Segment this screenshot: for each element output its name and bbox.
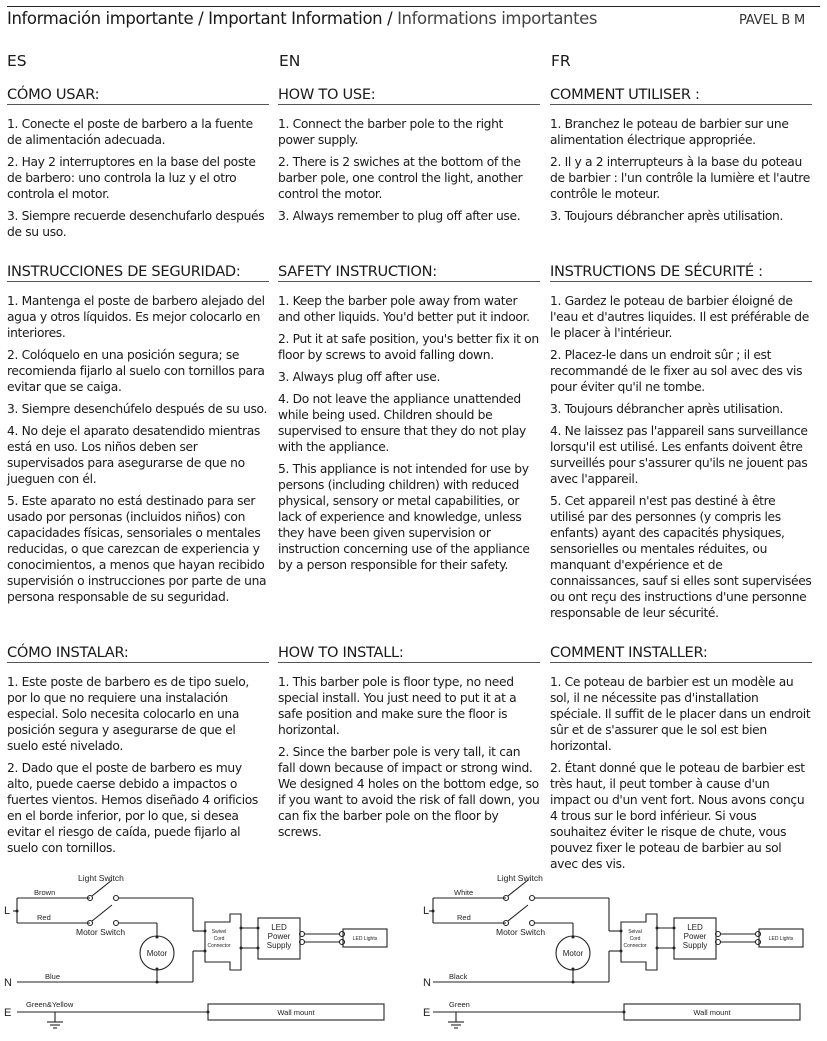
brand-name: PAVEL B M	[738, 13, 805, 28]
list-item: 2. Hay 2 interruptores en la base del poste de barbero: uno controla la luz y el otro controla el motor.	[7, 155, 256, 201]
list-item: 1. Mantenga el poste de barbero alejado del agua y otros líquidos. Es mejor colocarlo en interiores.	[7, 294, 265, 340]
neutral-label: N	[4, 977, 12, 989]
psu-label-2: Power	[267, 932, 291, 941]
earth-label: E	[4, 1007, 12, 1019]
section-how-to-use	[7, 86, 269, 246]
section-how-to-use	[550, 86, 812, 230]
list-item: 1. Conecte el poste de barbero a la fuente de alimentación adecuada.	[7, 117, 253, 147]
section-heading: INSTRUCTIONS DE SÉCURITÉ :	[550, 263, 812, 282]
list-item: 2. Placez-le dans un endroit sûr ; il est recommandé de le fixer au sol avec des vis pour éviter qu'il ne tombe.	[550, 348, 803, 394]
section-heading: SAFETY INSTRUCTION:	[278, 263, 540, 282]
wire-motor-label: Red	[457, 913, 471, 922]
psu-label-1: LED	[687, 923, 703, 932]
list-item: 3. Always plug off after use.	[278, 370, 441, 384]
lang-label-es: ES	[7, 52, 27, 70]
section-heading: CÓMO USAR:	[7, 86, 269, 105]
connector-label-1: Swivel	[211, 929, 227, 935]
live-label: L	[423, 905, 430, 917]
connector-label-3: Connector	[623, 943, 647, 949]
section-heading: COMMENT INSTALLER:	[550, 644, 812, 663]
list-item: 4. Ne laissez pas l'appareil sans surveillance lorsqu'il est utilisé. Les enfants doivent être surveillés pour s'assurer qu'ils ne jouent pas avec l'appareil.	[550, 424, 808, 486]
motor-switch-label: Motor Switch	[496, 927, 546, 937]
wire-neutral-label: Blue	[45, 972, 61, 981]
section-install	[278, 644, 540, 846]
motor-label: Motor	[562, 949, 584, 958]
connector-label-3: Connector	[207, 943, 231, 949]
psu-label-3: Supply	[266, 941, 292, 950]
lang-label-en: EN	[279, 52, 301, 70]
list-item: 2. Since the barber pole is very tall, it can fall down because of impact or strong wind. We designed 4 holes on the bottom edge, so if you want to avoid the risk of fall down, you can fix the barber pole on the floor by screws.	[278, 745, 540, 839]
wall-mount-label: Wall mount	[693, 1008, 731, 1017]
list-item: 2. Colóquelo en una posición segura; se recomienda fijarlo al suelo con tornillos para evitar que se caiga.	[7, 348, 265, 394]
section-safety	[550, 263, 812, 627]
wiring-diagram-1	[0, 862, 400, 1041]
list-item: 5. Cet appareil n'est pas destiné à être utilisé par des personnes (y compris les enfants) ayant des capacités physiques, sensorielles ou mentales réduites, ou manquant d'expérience et de connaissances, sauf si elles sont supervisées ou ont reçu des instructions d'une personne responsable de leur sécurité.	[550, 494, 812, 620]
connector-label-2: Cord	[629, 936, 641, 942]
list-item: 1. This barber pole is floor type, no need special install. You just need to put it at a safe position and make sure the floor is horizontal.	[278, 675, 517, 737]
live-label: L	[4, 905, 11, 917]
lang-label-fr: FR	[551, 52, 571, 70]
list-item: 3. Toujours débrancher après utilisation.	[550, 209, 784, 223]
wiring-diagram-svg	[0, 862, 400, 1037]
motor-switch-label: Motor Switch	[76, 927, 126, 937]
title-en: Important Information /	[208, 9, 398, 28]
wall-mount-label: Wall mount	[277, 1008, 315, 1017]
title-fr: Informations importantes	[397, 9, 598, 28]
section-safety	[278, 263, 540, 579]
list-item: 1. Gardez le poteau de barbier éloigné de l'eau et d'autres liquides. Il est préférable de le placer à l'intérieur.	[550, 294, 809, 340]
wire-neutral-label: Black	[449, 972, 468, 981]
section-heading: HOW TO USE:	[278, 86, 540, 105]
document-title	[7, 9, 597, 28]
list-item: 1. Ce poteau de barbier est un modèle au sol, il ne nécessite pas d'installation spéciale. Il suffit de le placer dans un endroit sûr et de s'assurer que le sol est bien horizontal.	[550, 675, 811, 753]
list-item: 2. Dado que el poste de barbero es muy alto, puede caerse debido a impactos o fuertes vientos. Hemos diseñado 4 orificios en el borde inferior, por lo que, si desea evitar el riesgo de caída, puede fijarlo al suelo con tornillos.	[7, 761, 258, 855]
psu-label-2: Power	[683, 932, 707, 941]
list-item: 4. Do not leave the appliance unattended while being used. Children should be supervised to ensure that they do not play with the appliance.	[278, 392, 526, 454]
wire-motor-label: Red	[37, 913, 51, 922]
connector-label-2: Cord	[213, 936, 225, 942]
list-item: 4. No deje el aparato desatendido mientras está en uso. Los niños deben ser supervisados para asegurarse de que no jueguen con él.	[7, 424, 260, 486]
list-item: 2. Il y a 2 interrupteurs à la base du poteau de barbier : l'un contrôle la lumière et l'autre contrôle le moteur.	[550, 155, 810, 201]
list-item: 5. Este aparato no está destinado para ser usado por personas (incluidos niños) con capacidades físicas, sensoriales o mentales reducidas, o que carezcan de experiencia y conocimientos, a menos que hayan recibido supervisión o instrucciones por parte de una persona responsable de su seguridad.	[7, 494, 267, 604]
neutral-label: N	[423, 977, 431, 989]
light-switch-label: Light Switch	[497, 873, 543, 883]
wire-earth-label: Green	[449, 1000, 470, 1009]
section-heading: HOW TO INSTALL:	[278, 644, 540, 663]
list-item: 3. Siempre recuerde desenchufarlo después de su uso.	[7, 209, 265, 239]
section-safety	[7, 263, 269, 611]
earth-label: E	[423, 1007, 431, 1019]
section-how-to-use	[278, 86, 540, 230]
wire-light-label: Brown	[34, 888, 56, 897]
section-heading: INSTRUCCIONES DE SEGURIDAD:	[7, 263, 269, 282]
light-switch-label: Light Switch	[78, 873, 124, 883]
section-install	[7, 644, 269, 862]
list-item: 3. Toujours débrancher après utilisation.	[550, 402, 784, 416]
led-lights-label: LED Lights	[352, 936, 378, 942]
list-item: 1. Branchez le poteau de barbier sur une alimentation électrique appropriée.	[550, 117, 789, 147]
list-item: 2. Étant donné que le poteau de barbier est très haut, il peut tomber à cause d'un impact ou d'un vent fort. Nous avons conçu 4 trous sur le bord inférieur. Si vous souhaitez éviter le risque de chute, vous pouvez fixer le poteau de barbier au sol avec des vis.	[550, 761, 805, 871]
wiring-diagram-svg	[416, 862, 816, 1037]
psu-label-3: Supply	[682, 941, 708, 950]
wire-earth-label: Green&Yellow	[26, 1000, 74, 1009]
list-item: 3. Siempre desenchúfelo después de su uso.	[7, 402, 268, 416]
connector-label-1: Seival	[628, 929, 642, 935]
list-item: 5. This appliance is not intended for use by persons (including children) with reduced physical, sensory or metal capabilities, or lack of experience and knowledge, unless they have been given supervision or instruction concerning use of the appliance by a person responsible for their safety.	[278, 462, 530, 572]
led-lights-label: LED Lights	[768, 936, 794, 942]
list-item: 1. Connect the barber pole to the right power supply.	[278, 117, 504, 147]
list-item: 3. Always remember to plug off after use.	[278, 209, 521, 223]
list-item: 2. Put it at safe position, you's better fix it on floor by screws to avoid falling down.	[278, 332, 539, 362]
psu-label-1: LED	[271, 923, 287, 932]
section-install	[550, 644, 812, 878]
wiring-diagram-2	[416, 862, 816, 1041]
list-item: 2. There is 2 swiches at the bottom of the barber pole, one control the light, another control the motor.	[278, 155, 523, 201]
section-heading: COMMENT UTILISER :	[550, 86, 812, 105]
list-item: 1. Este poste de barbero es de tipo suelo, por lo que no requiere una instalación especial. Solo necesita colocarlo en una posición segura y asegurarse de que el suelo esté nivelado.	[7, 675, 249, 753]
title-es: Información importante /	[7, 9, 209, 28]
section-heading: CÓMO INSTALAR:	[7, 644, 269, 663]
motor-label: Motor	[146, 949, 168, 958]
wire-light-label: White	[454, 888, 474, 897]
top-rule	[7, 6, 820, 7]
list-item: 1. Keep the barber pole away from water and other liquids. You'd better put it indoor.	[278, 294, 530, 324]
